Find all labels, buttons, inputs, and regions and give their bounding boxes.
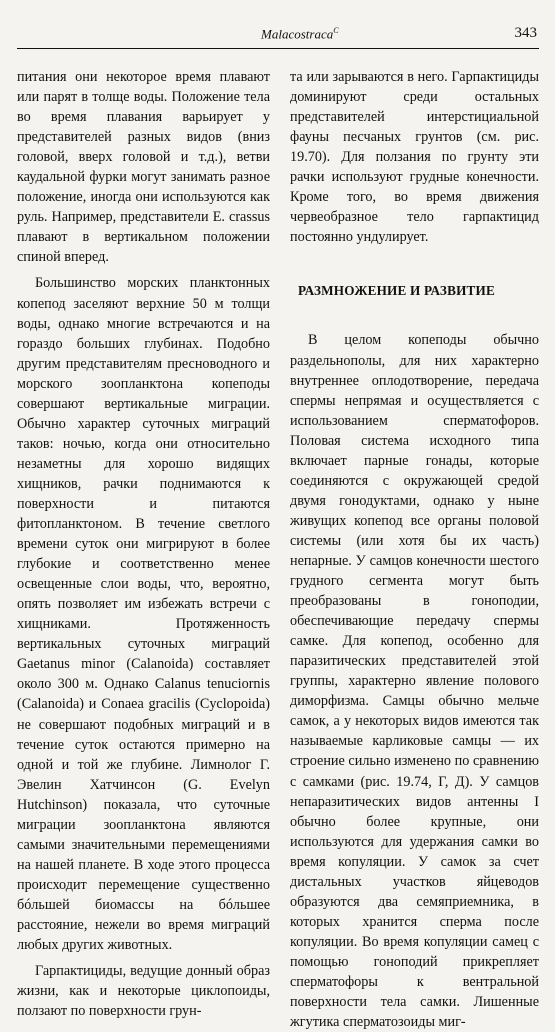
left-column bbox=[17, 67, 270, 1021]
right-column bbox=[290, 67, 539, 1032]
paragraph: В целом копеподы обычно раздельнополы, для них характерно внутреннее оплодотворение, передача спермы непрямая и осуществляется с использованием сперматофоров. Половая система исходного типа включает парные гонады, которые соединяются с окружающей средой двумя гонодуктами, однако у ныне живущих копепод все органы половой системы (или хотя бы их часть) непарные. У самцов конечности шестого грудного сегмента могут быть преобразованы в гоноподии, обеспечивающие передачу спермы самке. Для копепод, особенно для паразитических представителей этой группы, характерно явление полового диморфизма. Самцы обычно мельче самок, а у некоторых видов имеются так называемые карликовые самцы — их строение сильно изменено по сравнению с самками (рис. 19.74, Г, Д). У самцов непаразитических видов антенны I обычно более крупные, они используются для удержания самки во время копуляции. У самок за счет дистальных участков яйцеводов образуются два семяприемника, в которых хранится сперма после копуляции. Во время копуляции самец с помощью гоноподий прикрепляет сперматофоры к вентральной поверхности тела самки. Лишенные жгутика сперматозоиды миг- bbox=[290, 332, 539, 1031]
running-title bbox=[261, 26, 339, 42]
paragraph: питания они некоторое время плавают или парят в толще воды. Положение тела во время плавания варьирует у представителей разных видов (вниз головой, вверх головой и т.д.), ветви каудальной фурки могут занимать разное положение, иногда они используются как руль. Например, представители E. crassus плавают в вертикальном положении спиной вперед. bbox=[17, 69, 270, 266]
running-title-text: Malacostraca bbox=[261, 26, 334, 42]
paragraph: Гарпактициды, ведущие донный образ жизни, как и некоторые циклопоиды, ползают по поверхности грун- bbox=[17, 963, 270, 1020]
section-heading: РАЗМНОЖЕНИЕ И РАЗВИТИЕ bbox=[298, 283, 495, 299]
running-title-superscript: C bbox=[333, 26, 339, 35]
page-number: 343 bbox=[514, 25, 537, 41]
paragraph-continuation: та или зарываются в него. Гарпактициды доминируют среди остальных представителей интерстициальной фауны песчаных грунтов (см. рис. 19.70). Для ползания по грунту эти рачки используют грудные конечности. Кроме того, во время движения червеобразное тело гарпактицид постоянно ундулирует. bbox=[290, 69, 539, 246]
page-header bbox=[17, 24, 539, 49]
paragraph: Большинство морских планктонных копепод заселяют верхние 50 м толщи воды, однако многие встречаются и на гораздо больших глубинах. Подобно другим представителям пресноводного и морского зоопланктона копеподы совершают вертикальные миграции. Обычно характер суточных миграций таков: ночью, когда они относительно незаметны для хорошо видящих хищников, рачки поднимаются к поверхности и питаются фитопланктоном. В течение светлого времени суток они мигрируют в более глубокие и соответственно менее освещенные слои воды, что, вероятно, опять позволяет им избежать встречи с хищниками. Протяженность вертикальных суточных миграций Gaetanus minor (Calanoida) составляет около 300 м. Однако Calanus tenuciornis (Calanoida) и Conaea gracilis (Cyclopoida) не совершают подобных миграций и в течение суток остаются примерно на одной и той же глубине. Лимнолог Г. Эвелин Хатчинсон (G. Evelyn Hutchinson) показала, что суточные миграции зоопланктона являются самыми значительными перемещениями на нашей планете. В ходе этого процесса происходит перемещение существенно бóльшей биомассы на бóльшее расстояние, нежели во время миграций любых других животных. bbox=[17, 275, 270, 954]
